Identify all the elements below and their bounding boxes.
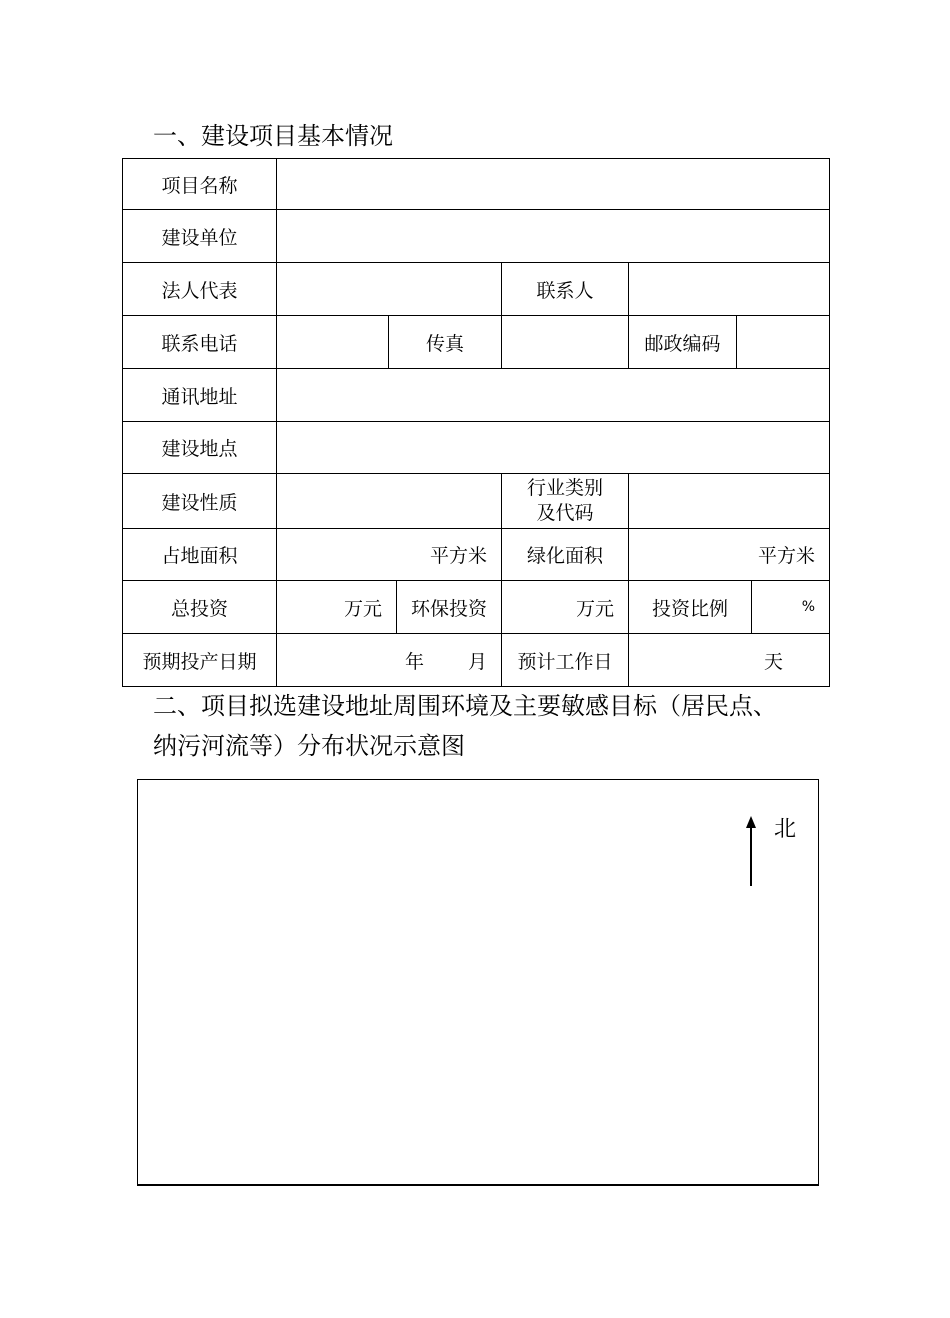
phone-label: 联系电话 [123,316,277,369]
expected-date-label: 预期投产日期 [123,634,277,687]
row-investment [123,581,830,634]
project-name-label: 项目名称 [123,159,277,210]
postcode-field[interactable] [737,316,830,369]
total-invest-field[interactable] [277,581,397,634]
contact-field[interactable] [629,263,830,316]
workdays-label: 预计工作日 [502,634,629,687]
invest-ratio-field[interactable] [752,581,830,634]
row-legal-rep [123,263,830,316]
workdays-unit: 天 [764,650,784,673]
contact-label: 联系人 [502,263,629,316]
legal-rep-field[interactable] [277,263,502,316]
row-schedule [123,634,830,687]
land-area-unit: 平方米 [429,545,487,567]
legal-rep-label: 法人代表 [123,263,277,316]
phone-field[interactable] [277,316,389,369]
row-builder [123,210,830,263]
industry-label-line2: 及代码 [536,502,594,524]
address-label: 通讯地址 [123,369,277,422]
invest-ratio-label: 投资比例 [629,581,752,634]
arrow-up-icon [741,816,761,888]
fax-label: 传真 [389,316,502,369]
address-field[interactable] [277,369,830,422]
north-label: 北 [774,817,797,842]
fax-field[interactable] [502,316,629,369]
row-address [123,369,830,422]
row-project-name [123,159,830,210]
total-invest-unit: 万元 [343,597,382,620]
workdays-field[interactable] [629,634,830,687]
section-2-title-line1: 二、项目拟选建设地址周围环境及主要敏感目标（居民点、 [153,692,777,720]
green-area-field[interactable] [629,529,830,581]
site-map-area[interactable] [137,779,819,1186]
nature-field[interactable] [277,474,502,529]
nature-label: 建设性质 [123,474,277,529]
env-invest-field[interactable] [502,581,629,634]
land-area-label: 占地面积 [123,529,277,581]
env-invest-unit: 万元 [575,597,614,620]
builder-field[interactable] [277,210,830,263]
row-area [123,529,830,581]
env-invest-label: 环保投资 [397,581,502,634]
invest-ratio-unit: % [801,599,816,615]
row-nature [123,474,830,529]
land-area-field[interactable] [277,529,502,581]
year-unit: 年 [404,650,424,673]
row-phone [123,316,830,369]
section-1-title: 一、建设项目基本情况 [153,122,393,150]
row-site [123,422,830,474]
postcode-label: 邮政编码 [629,316,737,369]
builder-label: 建设单位 [123,210,277,263]
project-info-table [122,158,830,687]
section-2-title-line2: 纳污河流等）分布状况示意图 [153,732,465,760]
industry-label [502,474,629,529]
project-name-field[interactable] [277,159,830,210]
green-area-unit: 平方米 [758,545,816,567]
site-label: 建设地点 [123,422,277,474]
total-invest-label: 总投资 [123,581,277,634]
expected-date-field[interactable] [277,634,502,687]
green-area-label: 绿化面积 [502,529,629,581]
site-field[interactable] [277,422,830,474]
industry-field[interactable] [629,474,830,529]
industry-label-line1: 行业类别 [526,477,603,499]
month-unit: 月 [467,650,487,673]
